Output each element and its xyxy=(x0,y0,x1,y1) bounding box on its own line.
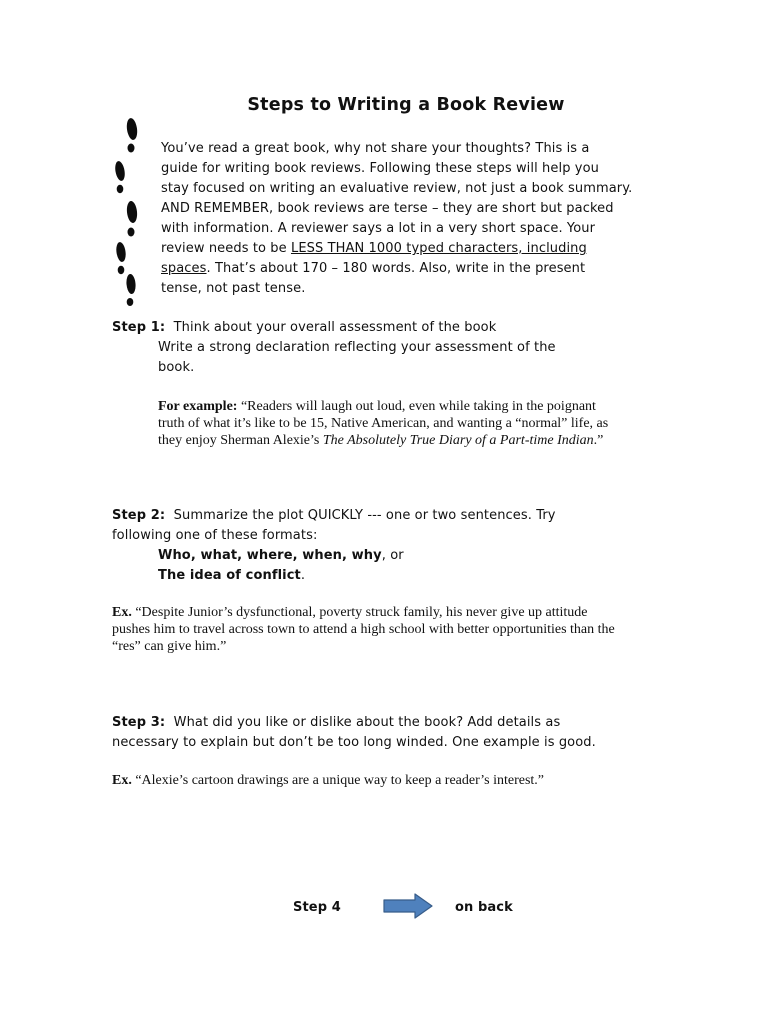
step-label: Step 1: xyxy=(112,320,166,335)
intro-line: You’ve read a great book, why not share your thoughts? This is a xyxy=(161,141,590,156)
format-suffix: , or xyxy=(381,548,404,563)
step4-label: Step 4 xyxy=(293,900,341,915)
step1-heading xyxy=(112,318,632,338)
example-text: they enjoy Sherman Alexie’s xyxy=(158,433,323,448)
footprint-heel xyxy=(128,144,135,153)
step-text: following one of these formats: xyxy=(112,528,318,543)
example-line xyxy=(112,604,660,621)
step-label: Step 3: xyxy=(112,715,166,730)
footprint-sole xyxy=(126,274,137,295)
step-text: Write a strong declaration reflecting your assessment of the xyxy=(158,340,556,355)
format-name: Who, what, where, when, why xyxy=(158,548,382,563)
example-text: .” xyxy=(593,433,604,448)
example-label: Ex. xyxy=(112,605,132,620)
intro-line xyxy=(161,239,661,259)
format-item xyxy=(158,566,458,586)
step-line xyxy=(112,713,632,733)
footprint-sole xyxy=(114,160,126,181)
right-arrow-icon xyxy=(383,893,433,919)
intro-text: . That’s about 170 – 180 words. Also, write in the present xyxy=(206,261,586,276)
intro-line: guide for writing book reviews. Following these steps will help you xyxy=(161,161,599,176)
example-line: “res” can give him.” xyxy=(112,639,227,654)
step3-example xyxy=(112,772,632,789)
step-text: Think about your overall assessment of the book xyxy=(173,320,497,335)
example-label: Ex. xyxy=(112,773,132,788)
format-suffix: . xyxy=(300,568,306,583)
intro-line: with information. A reviewer says a lot in a very short space. Your xyxy=(161,221,596,236)
footprints-icon xyxy=(110,116,144,308)
footprint-sole xyxy=(115,241,127,262)
book-title: The Absolutely True Diary of a Part-time Indian xyxy=(322,433,594,448)
format-name: The idea of conflict xyxy=(158,568,301,583)
step-text: What did you like or dislike about the book? Add details as xyxy=(173,715,561,730)
step2-example xyxy=(112,604,660,655)
character-limit-emphasis: LESS THAN 1000 typed characters, including xyxy=(290,241,587,256)
intro-text: review needs to be xyxy=(161,241,291,256)
step2-heading xyxy=(112,506,612,546)
example-text: “Despite Junior’s dysfunctional, poverty struck family, his never give up attitude xyxy=(131,605,588,620)
intro-line: stay focused on writing an evaluative review, not just a book summary. xyxy=(161,181,633,196)
example-line xyxy=(158,398,638,415)
step-line xyxy=(112,506,612,526)
format-item xyxy=(158,546,458,566)
character-limit-emphasis: spaces xyxy=(161,261,207,276)
example-text: “Alexie’s cartoon drawings are a unique way to keep a reader’s interest.” xyxy=(131,773,545,788)
intro-line: tense, not past tense. xyxy=(161,281,306,296)
step3-heading xyxy=(112,713,632,753)
footprint-sole xyxy=(126,117,139,140)
page-title: Steps to Writing a Book Review xyxy=(247,95,565,115)
example-label: For example: xyxy=(158,399,238,414)
example-line: truth of what it’s like to be 15, Native American, and wanting a “normal” life, as xyxy=(158,416,609,431)
example-text: “Readers will laugh out loud, even while taking in the poignant xyxy=(237,399,596,414)
intro-line: AND REMEMBER, book reviews are terse – they are short but packed xyxy=(161,201,614,216)
on-back-label: on back xyxy=(455,900,513,915)
footprint-sole xyxy=(126,201,138,224)
step-text: necessary to explain but don’t be too long winded. One example is good. xyxy=(112,735,596,750)
footprint-heel xyxy=(127,298,134,306)
footprint-heel xyxy=(118,266,125,274)
step-label: Step 2: xyxy=(112,508,166,523)
example-line: pushes him to travel across town to attend a high school with better opportunities than the xyxy=(112,622,615,637)
step1-example xyxy=(158,398,638,449)
step-text: Summarize the plot QUICKLY --- one or two sentences. Try xyxy=(173,508,556,523)
step2-formats xyxy=(158,546,458,586)
step1-body xyxy=(158,338,598,378)
intro-line xyxy=(161,259,661,279)
footprint-heel xyxy=(117,185,124,193)
footprint-heel xyxy=(128,228,135,237)
example-line xyxy=(158,432,638,449)
intro-paragraph xyxy=(161,139,661,299)
step-text: book. xyxy=(158,360,195,375)
arrow-shape xyxy=(384,894,432,918)
